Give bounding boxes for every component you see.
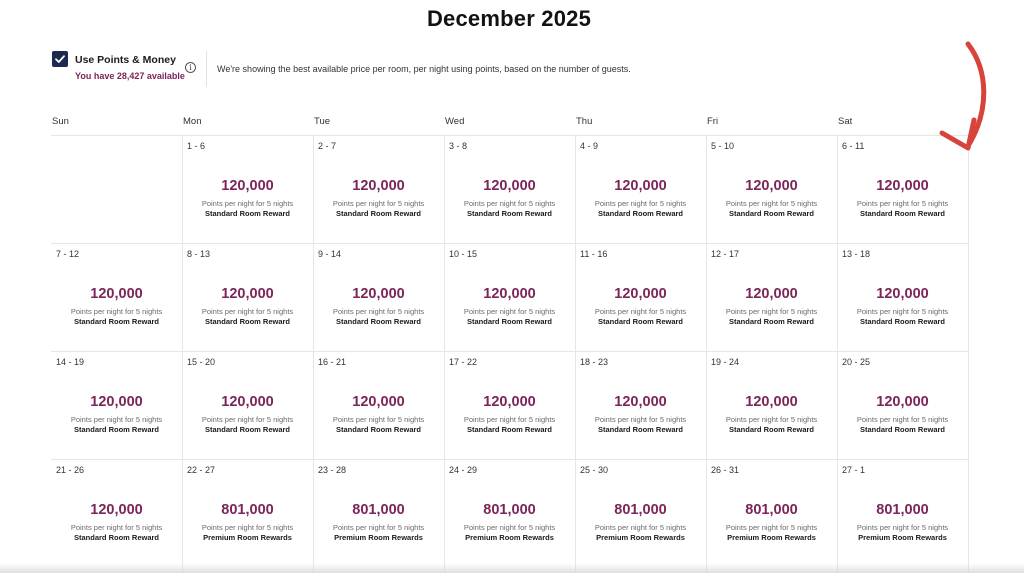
calendar-cell[interactable] [837, 351, 968, 459]
annotation-arrow-icon [930, 40, 990, 160]
calendar-cell[interactable] [444, 459, 575, 567]
reward-type: Standard Room Reward [859, 209, 945, 218]
stay-dates: 18 - 23 [580, 357, 609, 367]
calendar-cell[interactable] [575, 459, 706, 567]
points-subtitle: Points per night for 5 nights [463, 415, 556, 424]
points-subtitle: Points per night for 5 nights [856, 523, 949, 532]
reward-type: Standard Room Reward [73, 317, 159, 326]
points-subtitle: Points per night for 5 nights [594, 199, 687, 208]
weekday-header [51, 116, 968, 130]
points-price: 801,000 [483, 502, 536, 518]
points-available-text: You have 28,427 available [75, 71, 185, 81]
points-money-toggle [52, 51, 752, 91]
stay-dates: 10 - 15 [449, 249, 478, 259]
points-price: 120,000 [614, 394, 667, 410]
points-price: 120,000 [352, 286, 405, 302]
weekday-tue: Tue [314, 116, 331, 127]
calendar-cell[interactable] [706, 135, 837, 243]
reward-type: Standard Room Reward [728, 317, 814, 326]
reward-type: Standard Room Reward [859, 317, 945, 326]
stay-dates: 27 - 1 [842, 465, 866, 475]
points-price: 801,000 [614, 502, 667, 518]
points-price: 120,000 [352, 178, 405, 194]
points-subtitle: Points per night for 5 nights [463, 523, 556, 532]
stay-dates: 4 - 9 [580, 141, 599, 151]
points-price: 120,000 [90, 394, 143, 410]
stay-dates: 9 - 14 [318, 249, 342, 259]
calendar-cell[interactable] [706, 459, 837, 567]
points-subtitle: Points per night for 5 nights [201, 523, 294, 532]
points-subtitle: Points per night for 5 nights [594, 523, 687, 532]
weekday-sat: Sat [838, 116, 853, 127]
stay-dates: 26 - 31 [711, 465, 740, 475]
calendar-cell[interactable] [182, 135, 313, 243]
reward-type: Standard Room Reward [466, 425, 552, 434]
reward-type: Standard Room Reward [204, 209, 290, 218]
points-subtitle: Points per night for 5 nights [725, 307, 818, 316]
stay-dates: 24 - 29 [449, 465, 478, 475]
points-subtitle: Points per night for 5 nights [856, 415, 949, 424]
stay-dates: 11 - 16 [580, 249, 608, 259]
points-price: 801,000 [352, 502, 405, 518]
reward-type: Standard Room Reward [466, 209, 552, 218]
calendar-cell[interactable] [837, 243, 968, 351]
weekday-fri: Fri [707, 116, 719, 127]
points-price: 120,000 [876, 178, 929, 194]
calendar-cell[interactable] [51, 243, 182, 351]
points-subtitle: Points per night for 5 nights [856, 199, 949, 208]
reward-type: Standard Room Reward [466, 317, 552, 326]
points-price: 120,000 [614, 286, 667, 302]
calendar-cell[interactable] [575, 351, 706, 459]
points-subtitle: Points per night for 5 nights [70, 415, 163, 424]
reward-type: Premium Room Rewards [727, 533, 816, 542]
points-price: 120,000 [483, 286, 536, 302]
pricing-note: We're showing the best available price per room, per night using points, based on the number of guests. [217, 64, 631, 74]
calendar-cell[interactable] [51, 351, 182, 459]
weekday-sun: Sun [52, 116, 69, 127]
calendar-cell[interactable] [182, 243, 313, 351]
stay-dates: 22 - 27 [187, 465, 216, 475]
calendar-grid [51, 135, 968, 573]
calendar-cell[interactable] [313, 351, 444, 459]
reward-type: Premium Room Rewards [203, 533, 292, 542]
points-subtitle: Points per night for 5 nights [725, 523, 818, 532]
points-price: 120,000 [745, 394, 798, 410]
points-price: 120,000 [90, 286, 143, 302]
calendar-cell[interactable] [182, 351, 313, 459]
stay-dates: 16 - 21 [318, 357, 347, 367]
reward-type: Standard Room Reward [204, 425, 290, 434]
checkmark-icon [54, 53, 66, 65]
points-price: 120,000 [221, 286, 274, 302]
month-title: December 2025 [426, 6, 592, 31]
stay-dates: 25 - 30 [580, 465, 609, 475]
points-subtitle: Points per night for 5 nights [70, 523, 163, 532]
weekday-mon: Mon [183, 116, 202, 127]
points-price: 120,000 [614, 178, 667, 194]
points-price: 801,000 [221, 502, 274, 518]
points-price: 120,000 [745, 178, 798, 194]
points-subtitle: Points per night for 5 nights [725, 199, 818, 208]
points-subtitle: Points per night for 5 nights [856, 307, 949, 316]
calendar-cell[interactable] [51, 459, 182, 567]
stay-dates: 19 - 24 [711, 357, 740, 367]
calendar-cell[interactable] [837, 459, 968, 567]
calendar-cell[interactable] [706, 243, 837, 351]
calendar-cell[interactable] [182, 459, 313, 567]
points-subtitle: Points per night for 5 nights [201, 307, 294, 316]
points-subtitle: Points per night for 5 nights [332, 199, 425, 208]
stay-dates: 5 - 10 [711, 141, 735, 151]
calendar-cell[interactable] [444, 135, 575, 243]
points-subtitle: Points per night for 5 nights [725, 415, 818, 424]
use-points-money-label[interactable]: Use Points & Money [75, 54, 176, 66]
stay-dates: 2 - 7 [318, 141, 337, 151]
points-price: 801,000 [745, 502, 798, 518]
points-price: 120,000 [483, 394, 536, 410]
bottom-fade [0, 563, 1024, 573]
calendar-cell[interactable] [313, 135, 444, 243]
stay-dates: 3 - 8 [449, 141, 468, 151]
points-subtitle: Points per night for 5 nights [594, 415, 687, 424]
reward-type: Standard Room Reward [597, 425, 683, 434]
reward-type: Standard Room Reward [728, 209, 814, 218]
reward-type: Standard Room Reward [335, 209, 421, 218]
points-subtitle: Points per night for 5 nights [70, 307, 163, 316]
points-subtitle: Points per night for 5 nights [332, 523, 425, 532]
stay-dates: 1 - 6 [187, 141, 206, 151]
stay-dates: 7 - 12 [56, 249, 80, 259]
stay-dates: 12 - 17 [711, 249, 740, 259]
points-price: 120,000 [221, 178, 274, 194]
reward-type: Premium Room Rewards [858, 533, 947, 542]
points-price: 801,000 [876, 502, 929, 518]
reward-type: Standard Room Reward [859, 425, 945, 434]
stay-dates: 21 - 26 [56, 465, 85, 475]
stay-dates: 6 - 11 [842, 141, 865, 151]
stay-dates: 8 - 13 [187, 249, 211, 259]
points-price: 120,000 [483, 178, 536, 194]
calendar-cell[interactable] [444, 243, 575, 351]
reward-type: Standard Room Reward [335, 425, 421, 434]
info-icon[interactable]: i [185, 62, 196, 73]
points-subtitle: Points per night for 5 nights [332, 415, 425, 424]
points-price: 120,000 [221, 394, 274, 410]
points-subtitle: Points per night for 5 nights [201, 199, 294, 208]
use-points-money-checkbox[interactable] [52, 51, 68, 67]
reward-type: Standard Room Reward [728, 425, 814, 434]
calendar-cell[interactable] [706, 351, 837, 459]
reward-type: Premium Room Rewards [334, 533, 423, 542]
reward-type: Standard Room Reward [73, 533, 159, 542]
stay-dates: 17 - 22 [449, 357, 478, 367]
points-price: 120,000 [876, 286, 929, 302]
calendar-cell[interactable] [444, 351, 575, 459]
weekday-thu: Thu [576, 116, 593, 127]
stay-dates: 23 - 28 [318, 465, 347, 475]
reward-type: Standard Room Reward [73, 425, 159, 434]
weekday-wed: Wed [445, 116, 465, 127]
calendar-cell[interactable] [313, 459, 444, 567]
points-price: 120,000 [90, 502, 143, 518]
stay-dates: 15 - 20 [187, 357, 216, 367]
stay-dates: 14 - 19 [56, 357, 85, 367]
calendar-cell-empty [51, 135, 182, 243]
points-subtitle: Points per night for 5 nights [594, 307, 687, 316]
reward-type: Premium Room Rewards [596, 533, 685, 542]
points-price: 120,000 [876, 394, 929, 410]
points-price: 120,000 [352, 394, 405, 410]
points-subtitle: Points per night for 5 nights [332, 307, 425, 316]
stay-dates: 13 - 18 [842, 249, 871, 259]
points-subtitle: Points per night for 5 nights [463, 199, 556, 208]
calendar-cell[interactable] [575, 243, 706, 351]
points-subtitle: Points per night for 5 nights [201, 415, 294, 424]
calendar-cell[interactable] [313, 243, 444, 351]
reward-type: Standard Room Reward [597, 209, 683, 218]
points-price: 120,000 [745, 286, 798, 302]
reward-type: Standard Room Reward [597, 317, 683, 326]
stay-dates: 20 - 25 [842, 357, 871, 367]
points-subtitle: Points per night for 5 nights [463, 307, 556, 316]
grid-column-line [968, 135, 969, 573]
divider [206, 51, 207, 87]
reward-type: Premium Room Rewards [465, 533, 554, 542]
reward-type: Standard Room Reward [335, 317, 421, 326]
calendar-cell[interactable] [575, 135, 706, 243]
reward-type: Standard Room Reward [204, 317, 290, 326]
